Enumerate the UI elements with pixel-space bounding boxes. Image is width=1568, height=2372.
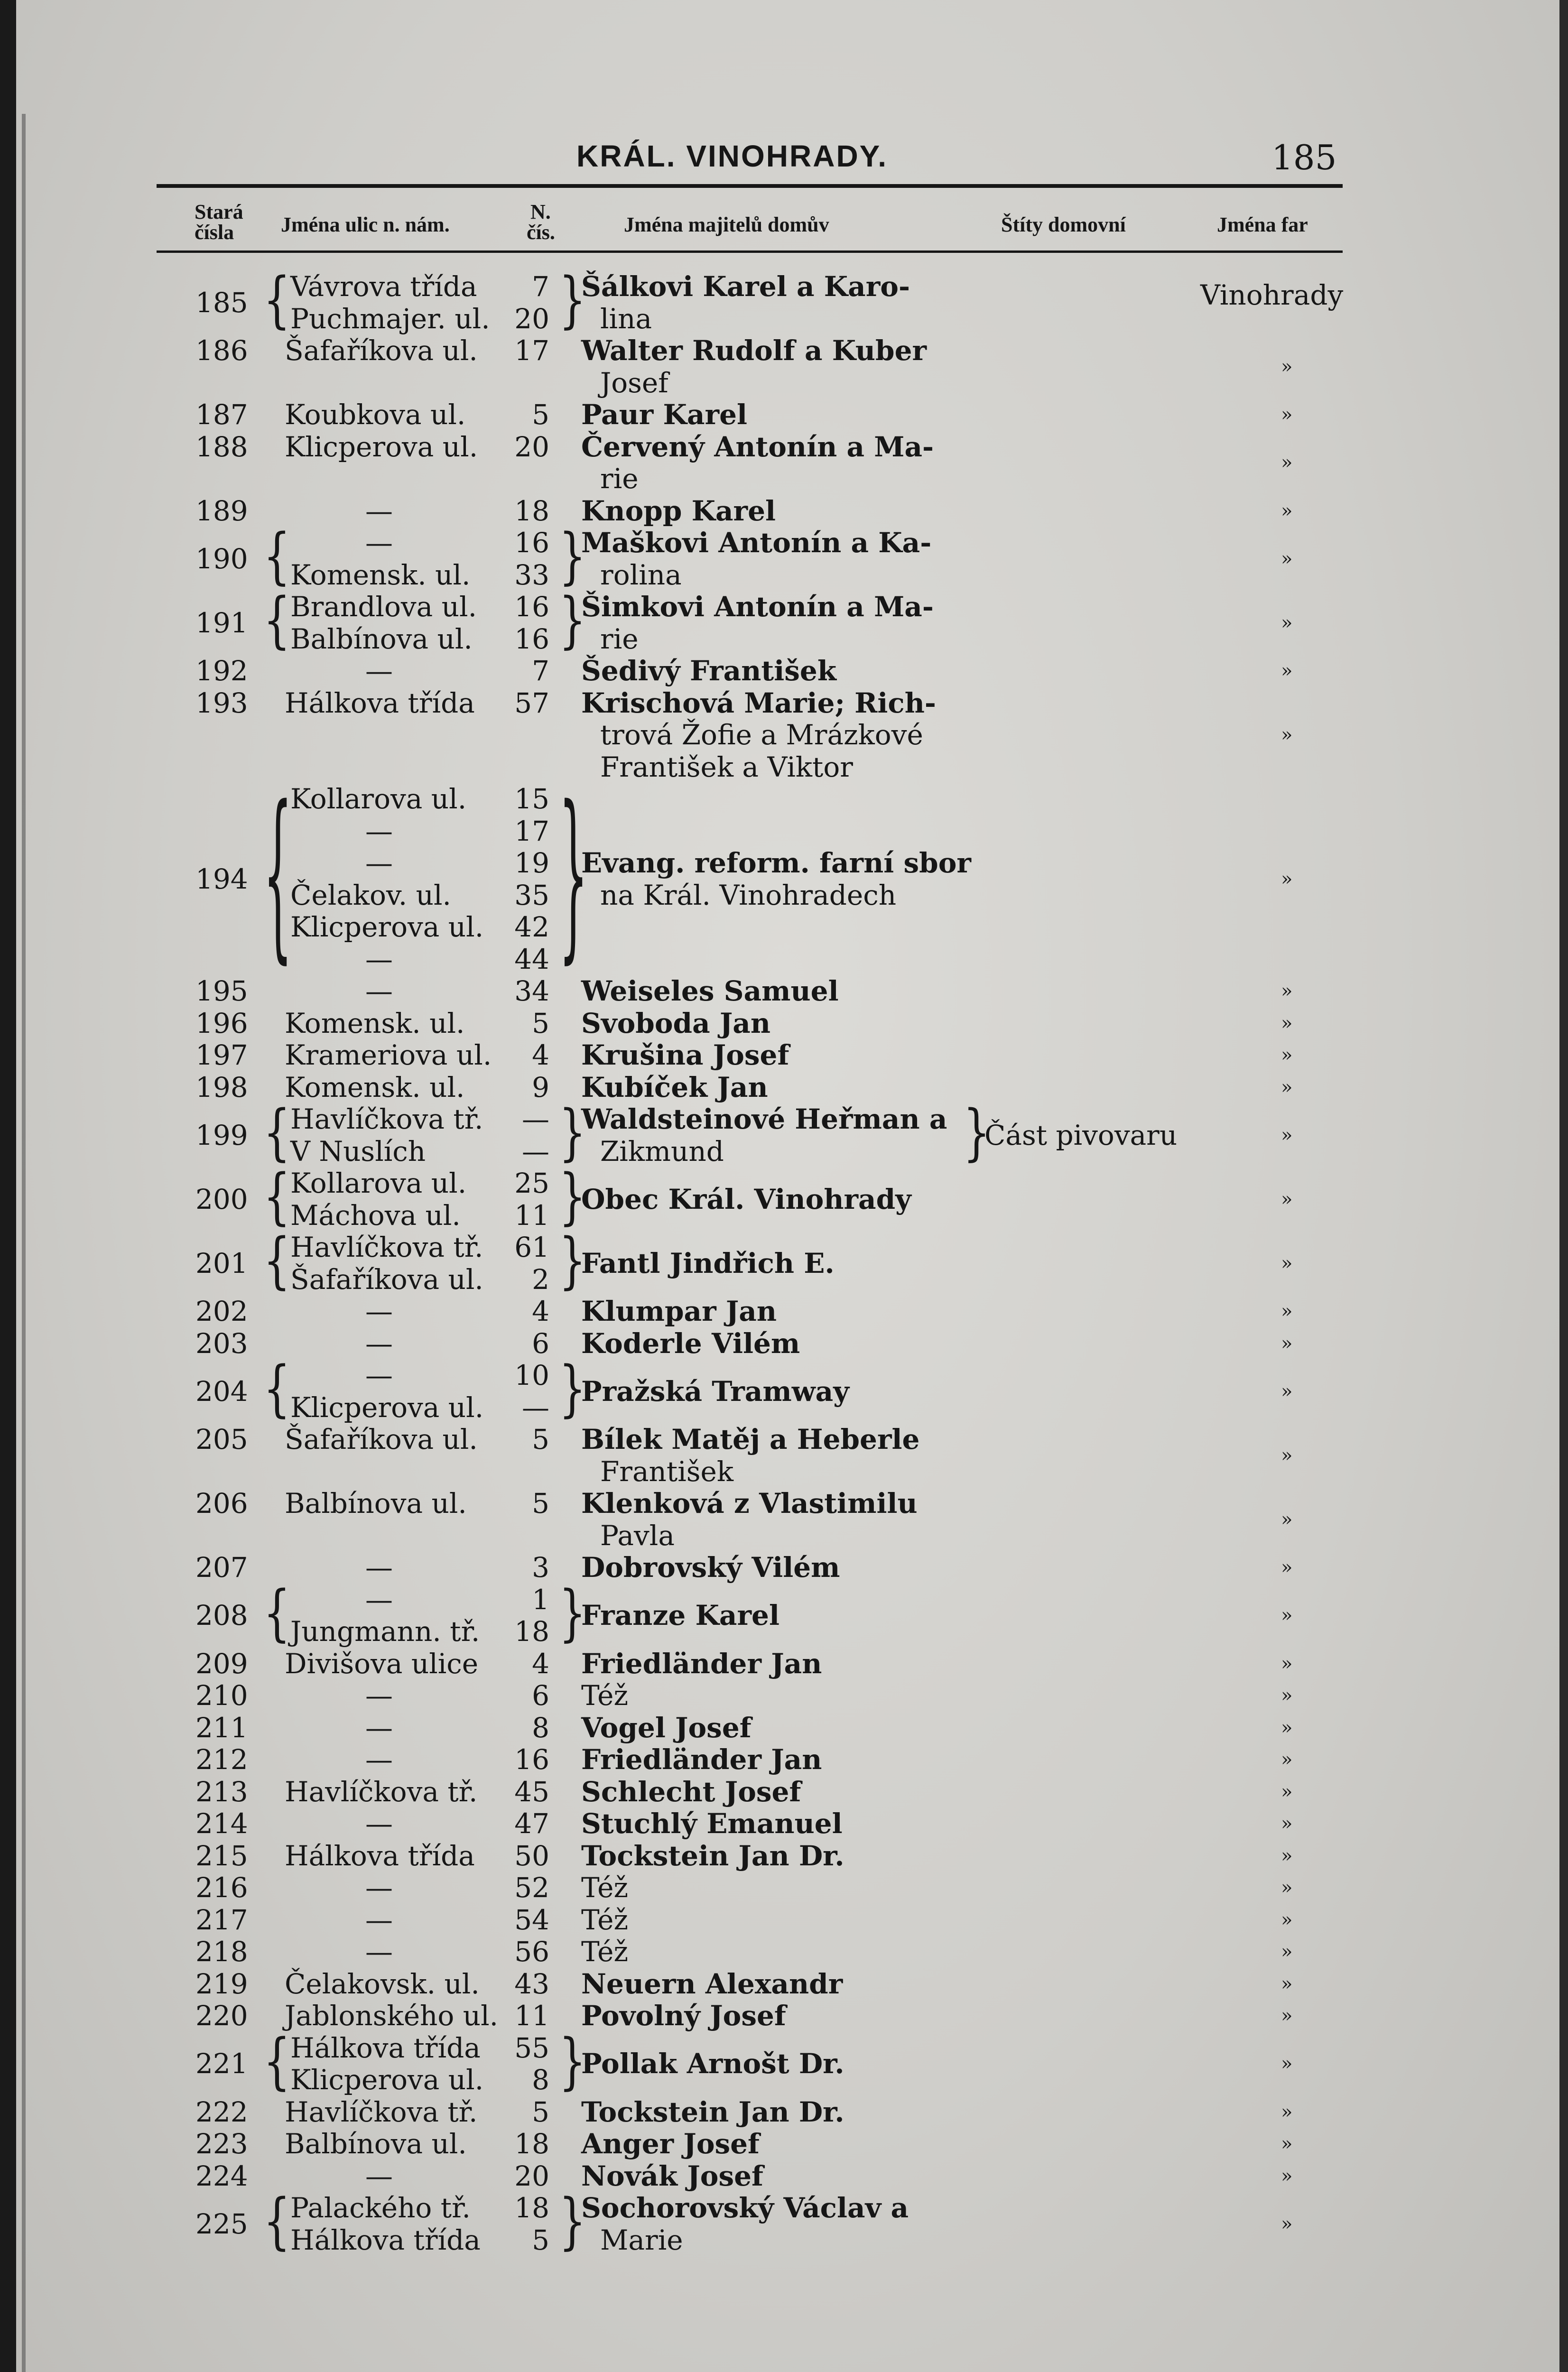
parish-name: » (1281, 1300, 1293, 1322)
parish-name: » (1281, 1124, 1293, 1146)
street-name: Čelakov. ul. (290, 879, 451, 911)
left-brace: { (263, 2186, 291, 2257)
owner-name: Maškovi Antonín a Ka- (581, 527, 932, 559)
row-number: 209 (195, 1647, 248, 1680)
row-number: 205 (195, 1423, 248, 1455)
parish-name: » (1281, 452, 1293, 474)
street-name: Komensk. ul. (285, 1007, 465, 1039)
row-number: 220 (195, 2000, 248, 2032)
owner-name: Waldsteinové Heřman a (581, 1103, 947, 1135)
owner-name: Červený Antonín a Ma- (581, 430, 934, 463)
parish-name: » (1281, 1252, 1293, 1274)
parish-name: » (1281, 2005, 1293, 2027)
street-name: Havlíčkova tř. (290, 1103, 483, 1135)
parish-name: » (1281, 612, 1293, 634)
owner-name: na Král. Vinohradech (600, 879, 897, 911)
parish-name: » (1281, 1780, 1293, 1803)
owner-name: Bílek Matěj a Heberle (581, 1423, 920, 1455)
street-name: Puchmajer. ul. (290, 302, 490, 335)
owner-name: Josef (600, 366, 668, 399)
street-name: V Nuslích (290, 1135, 426, 1167)
street-name: — (365, 494, 393, 527)
owner-name: Vogel Josef (581, 1711, 752, 1744)
row-number: 189 (195, 494, 248, 527)
house-number: 2 (532, 1263, 549, 1296)
street-name: Brandlova ul. (290, 591, 477, 623)
row-number: 208 (195, 1599, 248, 1632)
house-number: 50 (514, 1839, 549, 1872)
parish-name: » (1281, 2101, 1293, 2123)
street-name: Jungmann. tř. (290, 1615, 480, 1648)
owner-name: Pavla (600, 1519, 675, 1552)
parish-name: » (1281, 2133, 1293, 2155)
row-number: 214 (195, 1807, 248, 1840)
house-number: 3 (532, 1551, 549, 1584)
house-number: 47 (514, 1807, 549, 1840)
owner-name: Friedländer Jan (581, 1647, 822, 1680)
house-number: 16 (514, 591, 549, 623)
left-brace: { (263, 1353, 291, 1424)
house-number: 11 (514, 1199, 549, 1232)
street-name: — (365, 1711, 393, 1744)
house-number: 7 (532, 655, 549, 687)
street-name: Kollarova ul. (290, 783, 467, 815)
street-name: — (365, 1679, 393, 1712)
house-number: 5 (532, 2224, 549, 2256)
owner-name: Anger Josef (581, 2128, 760, 2160)
left-brace: { (263, 1161, 291, 1232)
right-brace: } (559, 265, 586, 335)
col-header-signs: Štíty domovní (1001, 213, 1126, 236)
parish-name: » (1281, 1941, 1293, 1963)
owner-name: Pollak Arnošt Dr. (581, 2048, 844, 2080)
house-number: 20 (514, 302, 549, 335)
left-brace: { (263, 1225, 291, 1296)
house-number: 6 (532, 1327, 549, 1360)
house-number: 33 (514, 558, 549, 591)
house-number: 45 (514, 1775, 549, 1808)
owner-name: lina (600, 302, 652, 335)
owner-name: Povolný Josef (581, 2000, 786, 2032)
parish-name: » (1281, 1012, 1293, 1034)
street-name: — (365, 1295, 393, 1327)
row-number: 207 (195, 1551, 248, 1584)
owner-name: Franze Karel (581, 1599, 779, 1632)
house-number: 20 (514, 430, 549, 463)
row-number: 193 (195, 686, 248, 719)
house-number: 19 (514, 847, 549, 879)
owner-name: Obec Král. Vinohrady (581, 1183, 911, 1215)
parish-name: » (1281, 355, 1293, 378)
parish-name: » (1281, 868, 1293, 890)
parish-name: » (1281, 1909, 1293, 1931)
owner-name: Schlecht Josef (581, 1775, 801, 1808)
page-number: 185 (1271, 138, 1337, 177)
owner-name: Šedivý František (581, 655, 837, 687)
owner-name: Zikmund (600, 1135, 724, 1167)
parish-name: » (1281, 1444, 1293, 1466)
parish-name: » (1281, 1716, 1293, 1739)
parish-name: » (1281, 2165, 1293, 2187)
house-number: 4 (532, 1647, 549, 1680)
row-number: 216 (195, 1872, 248, 1904)
street-name: Koubkova ul. (285, 398, 466, 431)
right-brace: } (559, 1225, 586, 1296)
row-number: 203 (195, 1327, 248, 1360)
parish-name: » (1281, 1557, 1293, 1578)
street-name: Klicperova ul. (290, 1391, 484, 1424)
row-number: 196 (195, 1007, 248, 1039)
house-number: 43 (514, 1967, 549, 2000)
parish-name: » (1281, 660, 1293, 682)
owner-name: Novák Josef (581, 2159, 763, 2192)
street-name: Klicperova ul. (290, 2064, 484, 2096)
house-number: 56 (514, 1936, 549, 1968)
row-number: 202 (195, 1295, 248, 1327)
street-name: — (365, 847, 393, 879)
house-number: 18 (514, 1615, 549, 1648)
house-number: 18 (514, 494, 549, 527)
parish-name: » (1281, 2053, 1293, 2075)
street-name: — (365, 975, 393, 1007)
right-brace: } (559, 1353, 586, 1424)
scan-binding-line (22, 114, 26, 2372)
street-name: Krameriova ul. (285, 1039, 492, 1071)
owner-name: Krischová Marie; Rich- (581, 686, 936, 719)
house-number: 5 (532, 1007, 549, 1039)
house-number: 17 (514, 815, 549, 847)
house-number: 61 (514, 1231, 549, 1263)
owner-name: Šimkovi Antonín a Ma- (581, 591, 934, 623)
col-header-number-2: čís. (527, 221, 555, 244)
row-number: 210 (195, 1679, 248, 1712)
street-name: Šafaříkova ul. (285, 334, 478, 367)
row-number: 225 (195, 2207, 248, 2240)
street-name: Balbínova ul. (285, 1487, 467, 1520)
col-header-owners: Jména majitelů domův (624, 213, 829, 236)
parish-name: » (1281, 1652, 1293, 1675)
house-number: — (522, 1135, 549, 1167)
owner-name: Koderle Vilém (581, 1327, 800, 1360)
house-number: 18 (514, 2128, 549, 2160)
row-number: 221 (195, 2048, 248, 2080)
right-brace: } (559, 1161, 586, 1232)
row-number: 222 (195, 2095, 248, 2128)
owner-name: František (600, 1455, 733, 1488)
owner-name: rie (600, 622, 639, 655)
row-number: 217 (195, 1903, 248, 1936)
house-number: 5 (532, 398, 549, 431)
street-name: — (365, 2159, 393, 2192)
owner-name: Pražská Tramway (581, 1375, 849, 1408)
parish-name: » (1281, 980, 1293, 1002)
owner-name: rolina (600, 558, 682, 591)
row-number: 204 (195, 1375, 248, 1408)
row-number: 198 (195, 1071, 248, 1103)
parish-name: » (1281, 2213, 1293, 2235)
page-title: KRÁL. VINOHRADY. (576, 139, 888, 173)
owner-name: Svoboda Jan (581, 1007, 771, 1039)
parish-name: » (1281, 1044, 1293, 1066)
house-number: 5 (532, 1423, 549, 1455)
owner-name: Knopp Karel (581, 494, 776, 527)
street-name: — (365, 1327, 393, 1360)
owner-name: Tockstein Jan Dr. (581, 2095, 844, 2128)
owner-name: Weiseles Samuel (581, 975, 839, 1007)
house-number: 57 (514, 686, 549, 719)
house-number: 25 (514, 1167, 549, 1199)
owner-name: Friedländer Jan (581, 1743, 822, 1776)
street-name: — (365, 527, 393, 559)
street-name: Šafaříkova ul. (285, 1423, 478, 1455)
street-name: — (365, 1936, 393, 1968)
row-number: 185 (195, 286, 248, 319)
right-brace: } (559, 2186, 586, 2257)
parish-name: » (1281, 500, 1293, 522)
street-name: Havlíčkova tř. (285, 1775, 478, 1808)
parish-name: » (1281, 1749, 1293, 1770)
column-header-rule (157, 250, 1343, 253)
row-number: 215 (195, 1839, 248, 1872)
owner-name: trová Žofie a Mrázkové (600, 719, 923, 751)
owner-name: Fantl Jindřich E. (581, 1247, 835, 1279)
street-name: Havlíčkova tř. (285, 2095, 478, 2128)
row-number: 206 (195, 1487, 248, 1520)
house-number: 17 (514, 334, 549, 367)
row-number: 224 (195, 2159, 248, 2192)
owner-name: Též (581, 1936, 629, 1968)
house-number: 35 (514, 879, 549, 911)
house-number: 44 (514, 943, 549, 975)
right-brace: } (559, 2026, 586, 2097)
left-brace: { (263, 585, 291, 656)
owner-name: Dobrovský Vilém (581, 1551, 840, 1584)
house-number: 52 (514, 1872, 549, 1904)
parish-name: » (1281, 1877, 1293, 1899)
house-number: 16 (514, 622, 549, 655)
parish-name: » (1281, 1508, 1293, 1530)
row-number: 197 (195, 1039, 248, 1071)
parish-name: » (1281, 1604, 1293, 1627)
house-number: 16 (514, 1743, 549, 1776)
owner-name: Též (581, 1679, 629, 1712)
col-header-streets: Jména ulic n. nám. (281, 213, 450, 236)
house-number: 34 (514, 975, 549, 1007)
parish-name: » (1281, 1076, 1293, 1098)
house-number: 16 (514, 527, 549, 559)
street-name: — (365, 1743, 393, 1776)
row-number: 195 (195, 975, 248, 1007)
left-brace: { (263, 1097, 291, 1168)
house-number: 18 (514, 2192, 549, 2224)
row-number: 191 (195, 606, 248, 639)
left-brace: { (263, 2026, 291, 2097)
owner-name: Šálkovi Karel a Karo- (581, 270, 910, 303)
col-header-old-numbers-2: čísla (195, 221, 234, 244)
house-number: 54 (514, 1903, 549, 1936)
house-number: 8 (532, 2064, 549, 2096)
owner-name: Sochorovský Václav a (581, 2192, 909, 2224)
house-number: 6 (532, 1679, 549, 1712)
left-brace: { (263, 767, 293, 980)
street-name: Hálkova třída (290, 2031, 481, 2064)
owner-name: Též (581, 1872, 629, 1904)
street-name: — (365, 815, 393, 847)
street-name: Máchova ul. (290, 1199, 461, 1232)
col-header-old-numbers-1: Stará (195, 200, 243, 223)
house-number: 8 (532, 1711, 549, 1744)
row-number: 188 (195, 430, 248, 463)
owner-name: Walter Rudolf a Kuber (581, 334, 927, 367)
house-number: 5 (532, 1487, 549, 1520)
row-number: 194 (195, 862, 248, 895)
row-number: 201 (195, 1247, 248, 1279)
owner-name: Tockstein Jan Dr. (581, 1839, 844, 1872)
parish-name: » (1281, 1844, 1293, 1867)
street-name: Palackého tř. (290, 2192, 471, 2224)
row-number: 211 (195, 1711, 248, 1744)
row-number: 192 (195, 655, 248, 687)
owner-name: Stuchlý Emanuel (581, 1807, 843, 1840)
header-rule (157, 184, 1343, 188)
street-name: Havlíčkova tř. (290, 1231, 483, 1263)
house-number: 55 (514, 2031, 549, 2064)
parish-name: » (1281, 724, 1293, 746)
right-brace: } (963, 1097, 991, 1168)
street-name: Divišova ulice (285, 1647, 479, 1680)
street-name: — (365, 1903, 393, 1936)
parish-name: » (1281, 1685, 1293, 1706)
house-number: 10 (514, 1359, 549, 1391)
scan-edge-right (1559, 0, 1568, 2372)
row-number: 212 (195, 1743, 248, 1776)
parish-name: » (1281, 1188, 1293, 1210)
parish-name: » (1281, 547, 1293, 570)
street-name: Balbínova ul. (285, 2128, 467, 2160)
parish-name: » (1281, 1973, 1293, 1995)
house-sign: Část pivovaru (984, 1119, 1178, 1151)
col-header-number-1: N. (530, 200, 551, 223)
house-number: — (522, 1103, 549, 1135)
house-number: 9 (532, 1071, 549, 1103)
street-name: — (365, 655, 393, 687)
house-number: 4 (532, 1039, 549, 1071)
street-name: Šafaříkova ul. (290, 1263, 483, 1296)
row-number: 199 (195, 1119, 248, 1151)
owner-name: Evang. reform. farní sbor (581, 847, 971, 879)
street-name: Čelakovsk. ul. (285, 1967, 480, 2000)
owner-name: Též (581, 1903, 629, 1936)
street-name: Hálkova třída (285, 686, 475, 719)
left-brace: { (263, 1577, 291, 1649)
parish-name: Vinohrady (1200, 279, 1344, 311)
house-number: 4 (532, 1295, 549, 1327)
parish-name: » (1281, 1332, 1293, 1354)
street-name: Komensk. ul. (290, 558, 471, 591)
row-number: 200 (195, 1183, 248, 1215)
row-number: 213 (195, 1775, 248, 1808)
street-name: — (365, 1359, 393, 1391)
right-brace: } (559, 1097, 586, 1168)
owner-name: Klenková z Vlastimilu (581, 1487, 918, 1520)
street-name: — (365, 1551, 393, 1584)
parish-name: » (1281, 404, 1293, 426)
house-number: 7 (532, 270, 549, 303)
col-header-parishes: Jména far (1217, 213, 1308, 236)
street-name: Vávrova třída (290, 270, 477, 303)
house-number: 1 (532, 1583, 549, 1616)
owner-name: Kubíček Jan (581, 1071, 768, 1103)
street-name: Komensk. ul. (285, 1071, 465, 1103)
owner-name: Klumpar Jan (581, 1295, 777, 1327)
street-name: — (365, 1583, 393, 1616)
scan-edge-left (0, 0, 16, 2372)
street-name: — (365, 943, 393, 975)
house-number: 42 (514, 911, 549, 943)
street-name: — (365, 1872, 393, 1904)
row-number: 223 (195, 2128, 248, 2160)
right-brace: } (559, 767, 588, 980)
house-number: 20 (514, 2159, 549, 2192)
house-number: 15 (514, 783, 549, 815)
row-number: 187 (195, 398, 248, 431)
owner-name: rie (600, 463, 639, 495)
street-name: Balbínova ul. (290, 622, 473, 655)
right-brace: } (559, 1577, 586, 1649)
left-brace: { (263, 265, 291, 335)
street-name: Klicperova ul. (290, 911, 484, 943)
owner-name: Paur Karel (581, 398, 748, 431)
street-name: Jablonského ul. (285, 2000, 499, 2032)
street-name: Hálkova třída (290, 2224, 481, 2256)
row-number: 218 (195, 1936, 248, 1968)
owner-name: František a Viktor (600, 751, 853, 783)
right-brace: } (559, 585, 586, 656)
row-number: 219 (195, 1967, 248, 2000)
street-name: Hálkova třída (285, 1839, 475, 1872)
house-number: — (522, 1391, 549, 1424)
house-number: 11 (514, 2000, 549, 2032)
street-name: Kollarova ul. (290, 1167, 467, 1199)
owner-name: Krušina Josef (581, 1039, 789, 1071)
parish-name: » (1281, 1380, 1293, 1402)
left-brace: { (263, 521, 291, 592)
row-number: 186 (195, 334, 248, 367)
right-brace: } (559, 521, 586, 592)
owner-name: Marie (600, 2224, 683, 2256)
parish-name: » (1281, 1813, 1293, 1835)
owner-name: Neuern Alexandr (581, 1967, 843, 2000)
street-name: Klicperova ul. (285, 430, 478, 463)
row-number: 190 (195, 542, 248, 575)
house-number: 5 (532, 2095, 549, 2128)
street-name: — (365, 1807, 393, 1840)
